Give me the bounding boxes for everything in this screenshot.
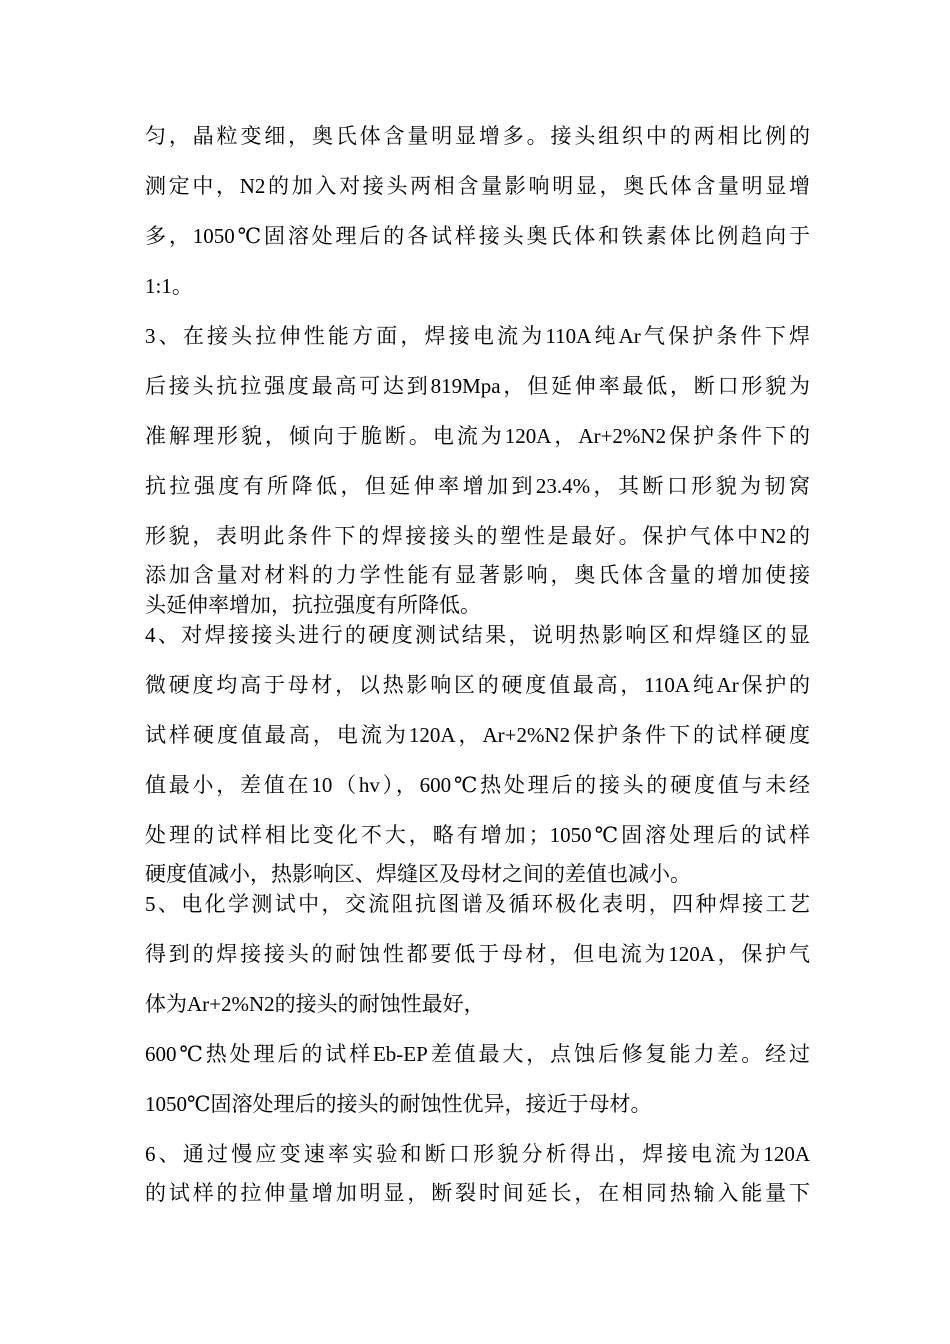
text-line: 得到的焊接接头的耐蚀性都要低于母材，但电流为120A，保护气 (145, 942, 810, 966)
text-line: 硬度值减小，热影响区、焊缝区及母材之间的差值也减小。 (145, 862, 691, 886)
text-line: 600℃热处理后的试样Eb-EP差值最大，点蚀后修复能力差。经过 (145, 1042, 810, 1066)
text-line: 准解理形貌，倾向于脆断。电流为120A，Ar+2%N2保护条件下的 (145, 424, 810, 448)
text-line: 1:1。 (145, 274, 193, 298)
text-line: 值最小，差值在10（hv），600℃热处理后的接头的硬度值与未经 (145, 773, 810, 797)
text-line: 6、通过慢应变速率实验和断口形貌分析得出，焊接电流为120A (145, 1142, 810, 1166)
text-line: 添加含量对材料的力学性能有显著影响，奥氏体含量的增加使接 (145, 563, 810, 587)
text-line: 5、电化学测试中，交流阻抗图谱及循环极化表明，四种焊接工艺 (145, 892, 810, 916)
text-line: 头延伸率增加，抗拉强度有所降低。 (145, 593, 481, 617)
text-line: 1050℃固溶处理后的接头的耐蚀性优异，接近于母材。 (145, 1092, 652, 1116)
text-line: 微硬度均高于母材，以热影响区的硬度值最高，110A纯Ar保护的 (145, 673, 810, 697)
text-line: 多，1050℃固溶处理后的各试样接头奥氏体和铁素体比例趋向于 (145, 224, 810, 248)
text-line: 试样硬度值最高，电流为120A，Ar+2%N2保护条件下的试样硬度 (145, 723, 810, 747)
text-line: 处理的试样相比变化不大，略有增加；1050℃固溶处理后的试样 (145, 823, 810, 847)
text-line: 的试样的拉伸量增加明显，断裂时间延长，在相同热输入能量下 (145, 1181, 810, 1205)
text-line: 测定中，N2的加入对接头两相含量影响明显，奥氏体含量明显增 (145, 174, 810, 198)
text-line: 后接头抗拉强度最高可达到819Mpa，但延伸率最低，断口形貌为 (145, 374, 810, 398)
text-line: 匀，晶粒变细，奥氏体含量明显增多。接头组织中的两相比例的 (145, 124, 810, 148)
text-line: 4、对焊接接头进行的硬度测试结果，说明热影响区和焊缝区的显 (145, 623, 810, 647)
text-line: 抗拉强度有所降低，但延伸率增加到23.4%，其断口形貌为韧窝 (145, 474, 810, 498)
text-line: 3、在接头拉伸性能方面，焊接电流为110A纯Ar气保护条件下焊 (145, 324, 810, 348)
text-line: 形貌，表明此条件下的焊接接头的塑性是最好。保护气体中N2的 (145, 524, 810, 548)
text-line: 体为Ar+2%N2的接头的耐蚀性最好， (145, 992, 485, 1016)
